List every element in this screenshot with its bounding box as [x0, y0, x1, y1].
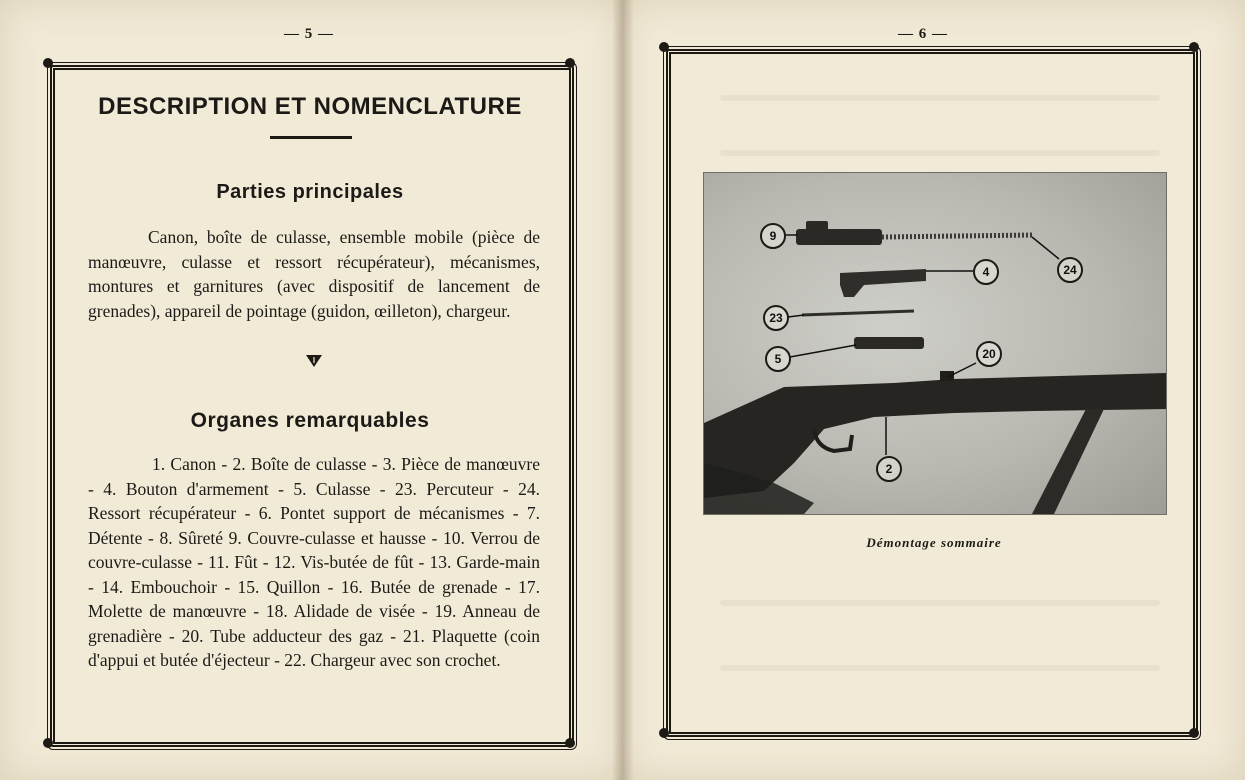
figure-caption: Démontage sommaire — [866, 535, 1002, 550]
show-through-line — [720, 95, 1160, 101]
page-title: DESCRIPTION ET NOMENCLATURE — [98, 93, 522, 120]
show-through-line — [720, 150, 1160, 156]
section-heading-notable-parts: Organes remarquables — [190, 409, 430, 432]
page-number-right: — 6 — — [898, 26, 948, 42]
border-corner-dot — [43, 58, 53, 68]
page-gutter — [612, 0, 634, 780]
title-underline — [270, 136, 352, 139]
callout-2: 2 — [876, 456, 902, 482]
section-heading-main-parts: Parties principales — [216, 181, 404, 203]
border-corner-dot — [565, 58, 575, 68]
show-through-line — [720, 600, 1160, 606]
border-corner-dot — [1189, 728, 1199, 738]
border-corner-dot — [659, 728, 669, 738]
disassembly-photo — [703, 172, 1167, 515]
main-parts-paragraph: Canon, boîte de culasse, ensemble mobile (pièce de manœuvre, culasse et ressort récupérateur), mécanismes, montures et garnitures (avec dispositif de lancement de grenades), appareil de pointage (guidon, œilleton), chargeur. — [88, 227, 540, 321]
page-number-left: — 5 — — [284, 26, 334, 42]
callout-20: 20 — [976, 341, 1002, 367]
callout-23: 23 — [763, 305, 789, 331]
show-through-line — [720, 665, 1160, 671]
border-corner-dot — [565, 738, 575, 748]
heart-ornament-icon — [305, 354, 323, 368]
border-corner-dot — [43, 738, 53, 748]
border-corner-dot — [659, 42, 669, 52]
callout-24: 24 — [1057, 257, 1083, 283]
callout-9: 9 — [760, 223, 786, 249]
border-corner-dot — [1189, 42, 1199, 52]
notable-parts-paragraph: 1. Canon - 2. Boîte de culasse - 3. Pièce de manœuvre - 4. Bouton d'armement - 5. Culasse - 23. Percuteur - 24. Ressort récupérateur - 6. Pontet support de mécanismes - 7. Détente - 8. Sûreté 9. Couvre-culasse et hausse - 10. Verrou de couvre-culasse - 11. Fût - 12. Vis-butée de fût - 13. Garde-main - 14. Embouchoir - 15. Quillon - 16. Butée de grenade - 17. Molette de manœuvre - 18. Alidade de visée - 19. Anneau de grenadière - 20. Tube adducteur des gaz - 21. Plaquette (coin d'appui et butée d'éjecteur - 22. Chargeur avec son crochet. — [88, 454, 540, 670]
callout-4: 4 — [973, 259, 999, 285]
callout-5: 5 — [765, 346, 791, 372]
